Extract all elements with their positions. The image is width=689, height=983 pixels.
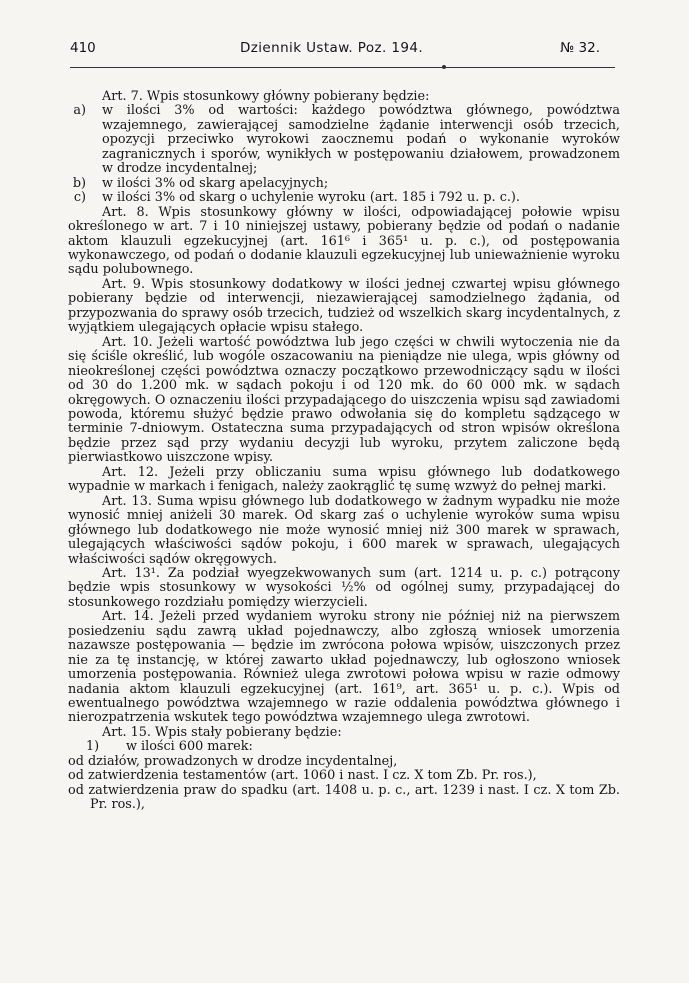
item-label: b) (72, 175, 86, 191)
document-body (68, 90, 620, 813)
item-text: w ilości 3% od skarg apelacyjnych; (102, 175, 329, 191)
item-text: w ilości 600 marek: (126, 739, 253, 755)
art7-item-a (68, 104, 620, 176)
item-text: w ilości 3% od wartości: każdego powództwa głównego, powództwa wzajemnego, zawierającej samodzielne żądanie interwencji osób trzecich, opozycji przeciwko wyrokowi zaocznemu podań o wykonanie wyroków zagranicznych i sporów, wynikłych w postępowaniu działowem, prowadzonem w drodze incydentalnej; (102, 103, 620, 177)
item-label: a) (73, 103, 86, 119)
art9-paragraph: Art. 9. Wpis stosunkowy dodatkowy w ilości jednej czwartej wpisu głównego pobierany będzie od interwencji, niezawierającej samodzielnego żądania, od przypozwania do sprawy osób trzecich, tudzież od wszelkich skarg incydentalnych, z wyjątkiem ulegających opłacie wpisu stałego. (68, 276, 620, 336)
issue-number: № 32. (560, 40, 600, 56)
art15-intro: Art. 15. Wpis stały pobierany będzie: (102, 724, 342, 740)
art15-item-1-line: od zatwierdzenia testamentów (art. 1060 i nast. I cz. X tom Zb. Pr. ros.), (68, 768, 537, 784)
art13-1-paragraph: Art. 13¹. Za podział wyegzekwowanych sum (art. 1214 u. p. c.) potrącony będzie wpis stosunkowy w wysokości ½% od ogólnej sumy, przypadającej do stosunkowego rozdziału pomiędzy wierzycieli. (68, 565, 620, 610)
journal-title: Dziennik Ustaw. Poz. 194. (240, 40, 424, 56)
art13-paragraph: Art. 13. Suma wpisu głównego lub dodatkowego w żadnym wypadku nie może wynosić mniej aniżeli 30 marek. Od skarg zaś o uchylenie wyroków suma wpisu głównego lub dodatkowego nie może wynosić mniej niż 300 marek w sprawach, ulegających właściwości sądów pokoju, i 600 marek w sprawach, ulegających właściwości sądów okręgowych. (68, 493, 620, 567)
item-text: w ilości 3% od skarg o uchylenie wyroku (art. 185 i 792 u. p. c.). (102, 190, 520, 206)
art12-paragraph: Art. 12. Jeżeli przy obliczaniu suma wpisu głównego lub dodatkowego wypadnie w markach i fenigach, należy zaokrąglić tę sumę wzwyż do pełnej marki. (68, 464, 620, 495)
art15-item-1 (68, 740, 620, 754)
art7-intro: Art. 7. Wpis stosunkowy główny pobierany będzie: (102, 89, 430, 104)
art15-item-1-line: od zatwierdzenia praw do spadku (art. 1408 u. p. c., art. 1239 i nast. I cz. X tom Zb. Pr. ros.), (68, 782, 620, 813)
art14-paragraph: Art. 14. Jeżeli przed wydaniem wyroku strony nie później niż na pierwszem posiedzeniu sądu zawrą układ pojednawczy, albo zgłoszą wniosek umorzenia nazawsze postępowania — będzie im zwrócona połowa wpisów, uiszczonych przez nie za tę instancję, w której zawarto układ pojednawczy, lub ogłoszono wniosek umorzenia postępowania. Również ulega zwrotowi połowa wpisu w razie odmowy nadania aktom klauzuli egzekucyjnej (art. 161⁹, art. 365¹ u. p. c.). Wpis od ewentualnego powództwa wzajemnego w razie oddalenia powództwa głównego i nierozpatrzenia wskutek tego powództwa wzajemnego ulega zwrotowi. (68, 609, 620, 726)
art7-item-c (68, 191, 620, 205)
art10-paragraph: Art. 10. Jeżeli wartość powództwa lub jego części w chwili wytoczenia nie da się ściśle określić, lub wogóle oszacowaniu na pieniądze nie ulega, wpis główny od nieokreślonej części powództwa oznaczy początkowo przewodniczący sądu w ilości od 30 do 1.200 mk. w sądach pokoju i od 120 mk. do 60 000 mk. w sądach okręgowych. O oznaczeniu ilości przypadającego do uiszczenia wpisu sąd zawiadomi powoda, któremu służyć będzie prawo odwołania się do kompletu sądzącego w terminie 7-dniowym. Ostateczna suma przypadających od stron wpisów określona będzie przez sąd przy wydaniu decyzji lub wyroku, przytem zaliczone będą pierwiastkowo uiszczone wpisy. (68, 334, 620, 466)
header-rule (70, 67, 615, 68)
art7-item-b (68, 177, 620, 191)
art15-item-1-line: od działów, prowadzonych w drodze incydentalnej, (68, 753, 398, 769)
item-label: 1) (86, 739, 100, 755)
page-number: 410 (70, 40, 96, 56)
item-label: c) (73, 190, 86, 206)
page-header (70, 36, 600, 60)
art8-paragraph: Art. 8. Wpis stosunkowy główny w ilości, odpowiadającej połowie wpisu określonego w art. 7 i 10 niniejszej ustawy, pobierany będzie od podań o nadanie aktom klauzuli egzekucyjnej (art. 161⁶ i 365¹ u. p. c.), od postępowania wykonawczego, od podań o dodanie klauzuli egzekucyjnej lub unieważnienie wyroku sądu polubownego. (68, 204, 620, 278)
